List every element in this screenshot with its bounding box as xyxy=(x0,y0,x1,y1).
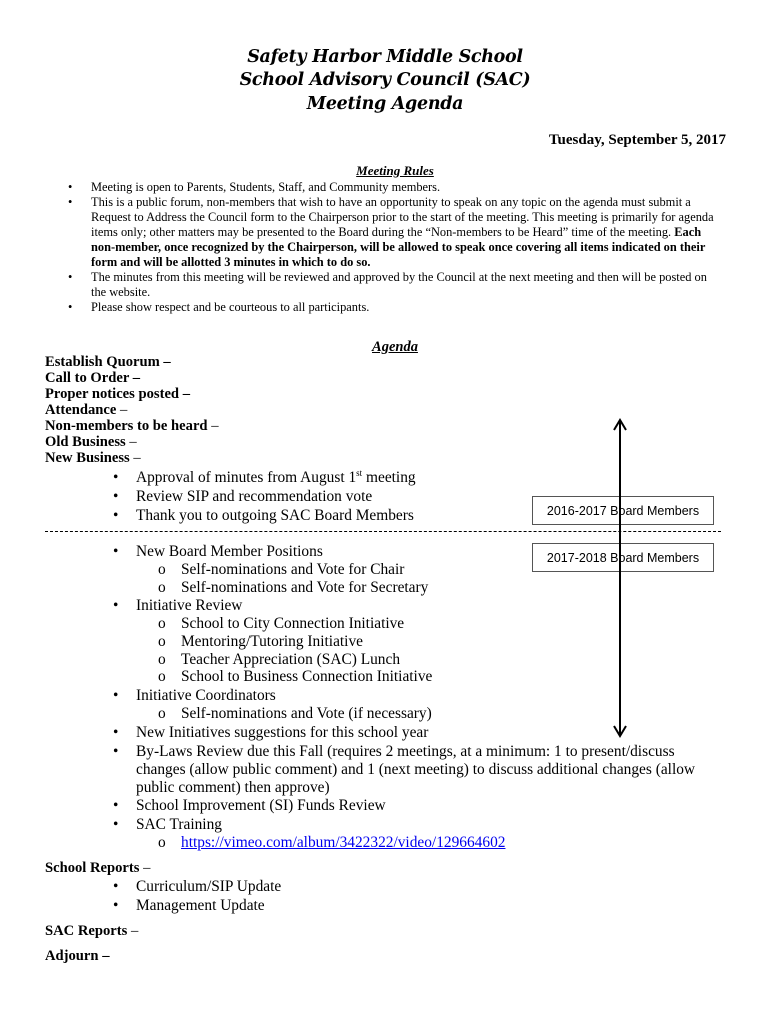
item-sac-training: • SAC Training xyxy=(136,816,222,834)
section-non-members: Non-members to be heard – xyxy=(45,418,219,434)
item-initiative-teacher: o Teacher Appreciation (SAC) Lunch xyxy=(181,651,400,669)
item-vote-secretary: o Self-nominations and Vote for Secretary xyxy=(181,579,428,597)
section-call-to-order: Call to Order – xyxy=(45,370,140,386)
item-initiative-mentoring: o Mentoring/Tutoring Initiative xyxy=(181,633,363,651)
item-initiative-city: o School to City Connection Initiative xyxy=(181,615,404,633)
section-adjourn: Adjourn – xyxy=(45,948,110,964)
item-board-positions: • New Board Member Positions xyxy=(136,543,323,561)
section-establish-quorum: Establish Quorum – xyxy=(45,354,171,370)
agenda-heading: Agenda xyxy=(372,339,418,355)
meeting-date: Tuesday, September 5, 2017 xyxy=(548,132,726,148)
double-arrow-icon xyxy=(612,418,628,738)
board-members-2016-box: 2016-2017 Board Members xyxy=(532,496,714,525)
item-management-update: • Management Update xyxy=(136,897,265,915)
section-school-reports: School Reports – xyxy=(45,860,151,876)
item-initiative-coordinators: • Initiative Coordinators xyxy=(136,687,276,705)
board-members-2017-box: 2017-2018 Board Members xyxy=(532,543,714,572)
rule-item: • This is a public forum, non-members that wish to have an opportunity to speak on any topic on the agenda must submit a Request to Address the Council form to the Chairperson prior to the start of the meeting. This meeting is primarily for agenda items only; other matters may be presented to the Board during the “Non-members to be Heard” time of the meeting. Each non-member, once recognized by the Chairperson, will be allowed to speak once covering all items indicated on their form and will be allotted 3 minutes in which to do so. xyxy=(60,195,725,270)
item-initiative-review: • Initiative Review xyxy=(136,597,242,615)
training-link[interactable]: https://vimeo.com/album/3422322/video/129664602 xyxy=(181,834,506,851)
section-new-business: New Business – xyxy=(45,450,141,466)
council-name: School Advisory Council (SAC) xyxy=(239,70,531,90)
training-link-item xyxy=(181,834,505,852)
section-attendance: Attendance – xyxy=(45,402,128,418)
rule-emphasis: Each non-member, once recognized by the Chairperson, will be allowed to speak once covering all items indicated on their form and will be allotted 3 minutes in which to do so. xyxy=(91,225,706,269)
rule-item: • The minutes from this meeting will be reviewed and approved by the Council at the next meeting and then will be posted on the website. xyxy=(60,270,725,300)
section-proper-notices: Proper notices posted – xyxy=(45,386,190,402)
rules-list xyxy=(60,180,725,315)
item-si-funds: • School Improvement (SI) Funds Review xyxy=(136,797,386,815)
rule-item: • Please show respect and be courteous to all participants. xyxy=(60,300,725,315)
item-new-initiatives: • New Initiatives suggestions for this school year xyxy=(136,724,428,742)
item-bylaws-review: • By-Laws Review due this Fall (requires 2 meetings, at a minimum: 1 to present/discuss changes (allow public comment) and 1 (next meeting) to discuss additional changes (allow public comment) then approve) xyxy=(136,743,716,797)
item-review-sip: • Review SIP and recommendation vote xyxy=(136,488,372,506)
rules-heading: Meeting Rules xyxy=(356,163,434,178)
item-curriculum-update: • Curriculum/SIP Update xyxy=(136,878,281,896)
page-title: Meeting Agenda xyxy=(306,94,464,114)
rule-item: • Meeting is open to Parents, Students, Staff, and Community members. xyxy=(60,180,725,195)
item-vote-chair: o Self-nominations and Vote for Chair xyxy=(181,561,404,579)
item-thank-you: • Thank you to outgoing SAC Board Members xyxy=(136,507,414,525)
section-sac-reports: SAC Reports – xyxy=(45,923,139,939)
section-old-business: Old Business – xyxy=(45,434,137,450)
item-initiative-business: o School to Business Connection Initiative xyxy=(181,668,432,686)
item-coord-vote: o Self-nominations and Vote (if necessary) xyxy=(181,705,432,723)
school-name: Safety Harbor Middle School xyxy=(247,47,523,67)
item-approval-minutes: • Approval of minutes from August 1st meeting xyxy=(136,469,416,487)
